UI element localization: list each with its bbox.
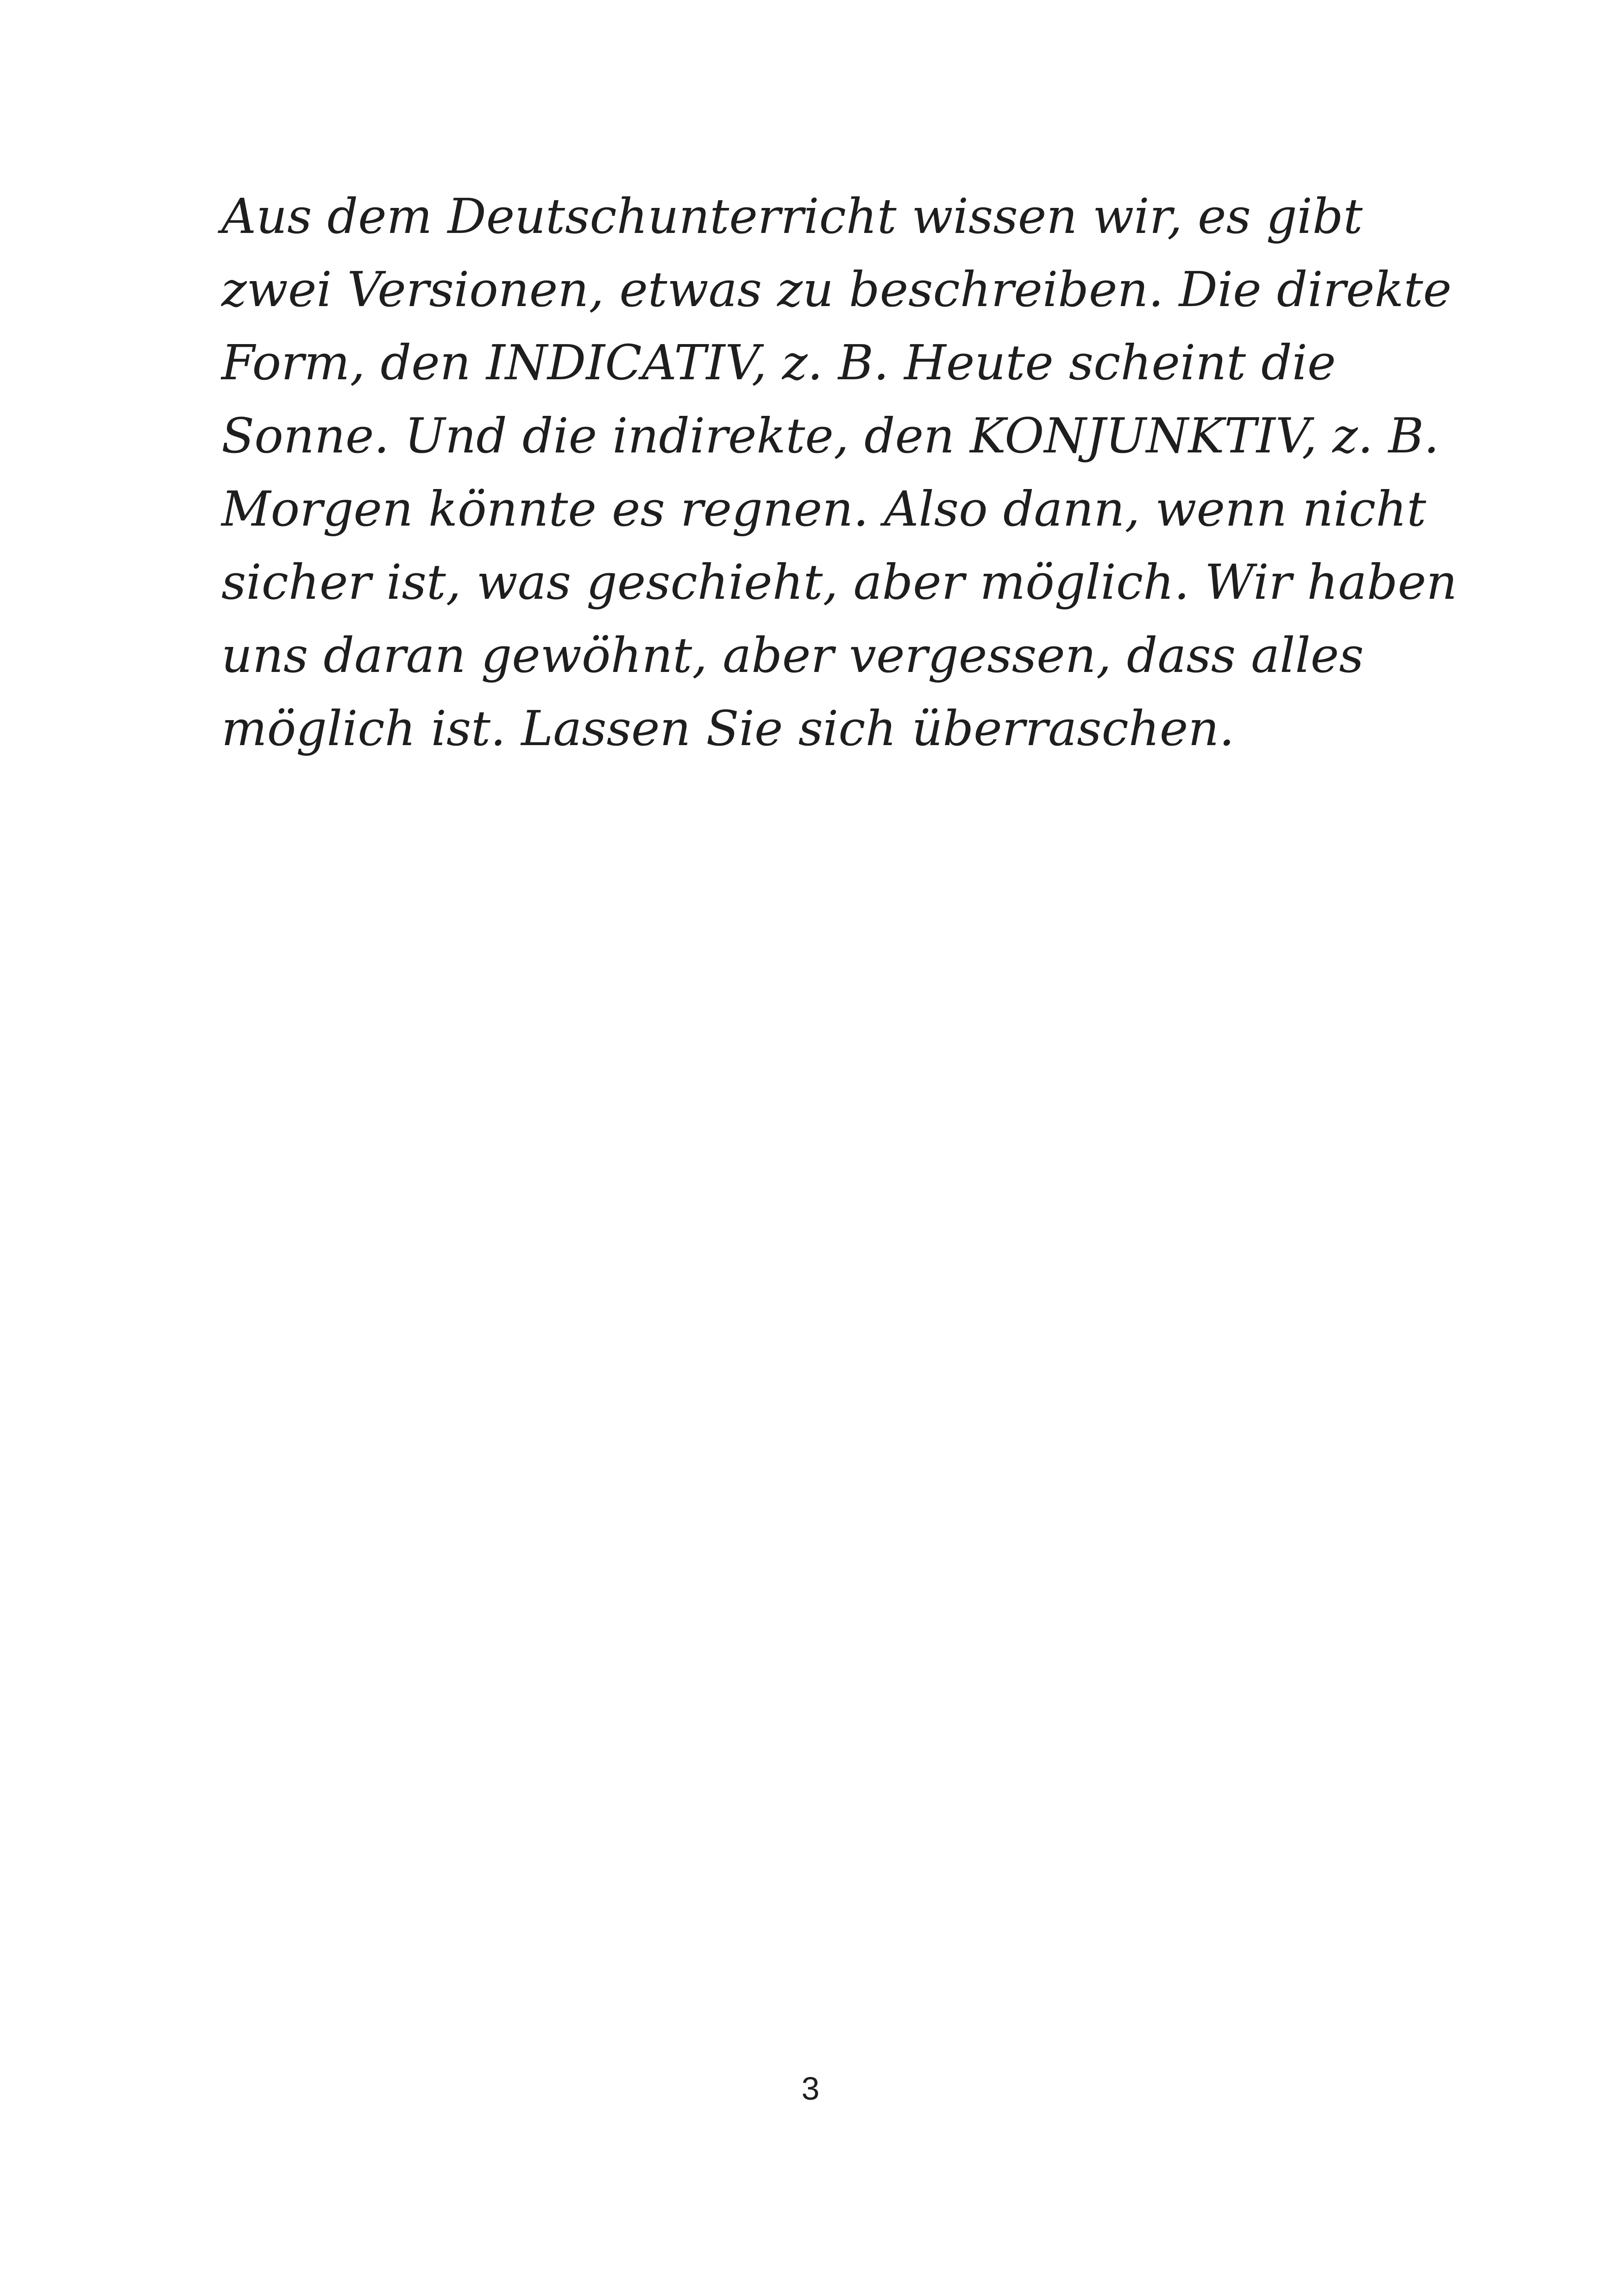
paragraph-line-3: Form, den INDICATIV, z. B. Heute scheint die [221, 334, 1336, 391]
paragraph-line-2: zwei Versionen, etwas zu beschreiben. Die direkte [221, 261, 1452, 318]
paragraph-line-5: Morgen könnte es regnen. Also dann, wenn nicht [221, 481, 1426, 537]
paragraph-line-4: Sonne. Und die indirekte, den KONJUNKTIV, z. B. [221, 408, 1439, 464]
page-number: 3 [801, 2070, 820, 2107]
body-paragraph [221, 180, 1472, 765]
paragraph-line-8: möglich ist. Lassen Sie sich überraschen. [221, 700, 1235, 757]
paragraph-line-1: Aus dem Deutschunterricht wissen wir, es gibt [221, 188, 1363, 245]
paragraph-line-7: uns daran gewöhnt, aber vergessen, dass alles [221, 627, 1364, 684]
paragraph-line-6: sicher ist, was geschieht, aber möglich. Wir haben [221, 554, 1458, 610]
